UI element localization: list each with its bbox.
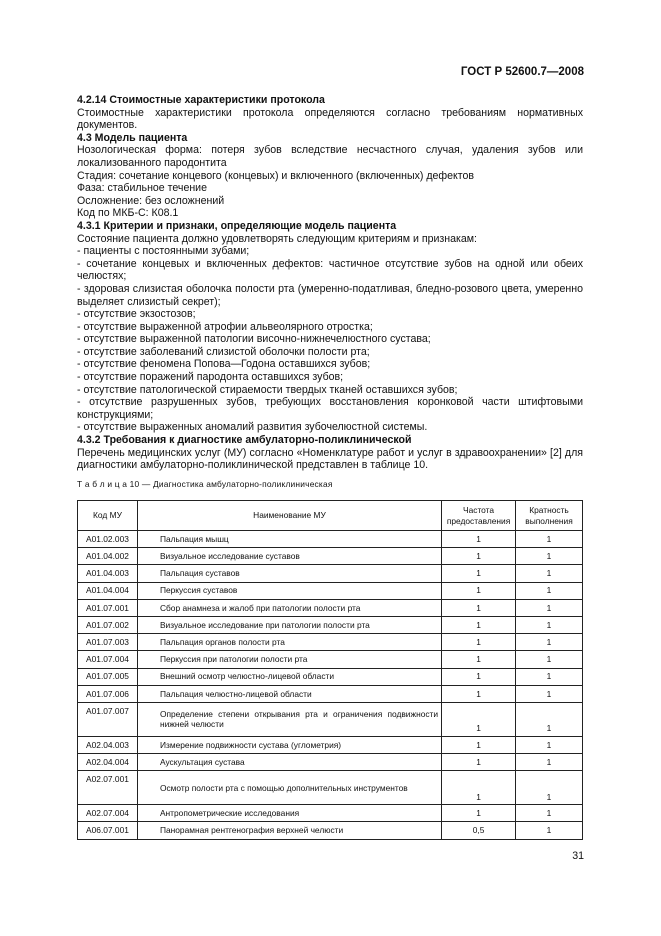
services-table — [77, 500, 583, 840]
cell-frequency: 1 — [442, 771, 516, 805]
table-row — [78, 565, 583, 582]
cell-code: А01.07.003 — [78, 634, 138, 651]
paragraph-icd-code: Код по МКБ-С: К08.1 — [77, 207, 179, 220]
cell-name: Аускультация сустава — [137, 754, 441, 771]
criteria-item: - отсутствие феномена Попова—Годона оставшихся зубов; — [77, 358, 371, 371]
table-row — [78, 651, 583, 668]
table-row — [78, 531, 583, 548]
cell-name: Осмотр полости рта с помощью дополнительных инструментов — [137, 771, 441, 805]
cell-frequency: 0,5 — [442, 822, 516, 839]
cell-frequency: 1 — [442, 582, 516, 599]
table-caption: Т а б л и ц а 10 — Диагностика амбулаторно-поликлиническая — [77, 479, 333, 489]
cell-multiplicity: 1 — [516, 616, 583, 633]
cell-frequency: 1 — [442, 531, 516, 548]
cell-multiplicity: 1 — [516, 565, 583, 582]
cell-multiplicity: 1 — [516, 548, 583, 565]
cell-name: Пальпация органов полости рта — [137, 634, 441, 651]
criteria-item: - отсутствие заболеваний слизистой оболочки полости рта; — [77, 345, 370, 358]
cell-multiplicity: 1 — [516, 651, 583, 668]
criteria-list — [77, 245, 583, 434]
page-number: 31 — [572, 850, 584, 862]
cell-code: А02.07.004 — [78, 805, 138, 822]
header-frequency: Частота предоставления — [442, 501, 516, 531]
table-header-row — [78, 501, 583, 531]
paragraph-nosology: Нозологическая форма: потеря зубов вследствие несчастного случая, удаления зубов или локализованного пародонтита — [77, 144, 583, 169]
cell-multiplicity: 1 — [516, 822, 583, 839]
cell-name: Панорамная рентгенография верхней челюсти — [137, 822, 441, 839]
cell-name: Сбор анамнеза и жалоб при патологии полости рта — [137, 599, 441, 616]
header-multiplicity: Кратность выполнения — [516, 501, 583, 531]
paragraph-cost: Стоимостные характеристики протокола определяются согласно требованиям нормативных документов. — [77, 106, 583, 132]
cell-name: Пальпация мышц — [137, 531, 441, 548]
cell-frequency: 1 — [442, 548, 516, 565]
table-row — [78, 668, 583, 685]
cell-code: А01.02.003 — [78, 531, 138, 548]
cell-multiplicity: 1 — [516, 582, 583, 599]
cell-multiplicity: 1 — [516, 531, 583, 548]
cell-code: А02.04.004 — [78, 754, 138, 771]
cell-name: Перкуссия суставов — [137, 582, 441, 599]
cell-frequency: 1 — [442, 651, 516, 668]
cell-name: Измерение подвижности сустава (углометрия) — [137, 736, 441, 753]
header-code: Код МУ — [78, 501, 138, 531]
standard-header: ГОСТ Р 52600.7—2008 — [460, 66, 584, 78]
cell-multiplicity: 1 — [516, 634, 583, 651]
cell-code: А06.07.001 — [78, 822, 138, 839]
cell-code: А02.07.001 — [78, 771, 138, 805]
cell-frequency: 1 — [442, 599, 516, 616]
heading-4-3: 4.3 Модель пациента — [77, 131, 188, 144]
heading-4-2-14: 4.2.14 Стоимостные характеристики протокола — [77, 94, 325, 106]
table-row — [78, 736, 583, 753]
cell-multiplicity: 1 — [516, 754, 583, 771]
cell-name: Пальпация суставов — [137, 565, 441, 582]
criteria-item: - отсутствие разрушенных зубов, требующих восстановления коронковой части штифтовыми конструкциями; — [77, 396, 583, 421]
cell-code: А01.07.001 — [78, 599, 138, 616]
cell-name: Перкуссия при патологии полости рта — [137, 651, 441, 668]
table-row — [78, 754, 583, 771]
criteria-item: - отсутствие выраженной атрофии альвеолярного отростка; — [77, 320, 373, 333]
cell-code: А01.07.007 — [78, 702, 138, 736]
table-row — [78, 634, 583, 651]
table-row — [78, 822, 583, 839]
cell-multiplicity: 1 — [516, 668, 583, 685]
table-row — [78, 805, 583, 822]
cell-multiplicity: 1 — [516, 805, 583, 822]
table-row — [78, 685, 583, 702]
cell-code: А02.04.003 — [78, 736, 138, 753]
cell-frequency: 1 — [442, 805, 516, 822]
cell-name: Антропометрические исследования — [137, 805, 441, 822]
cell-frequency: 1 — [442, 754, 516, 771]
cell-frequency: 1 — [442, 634, 516, 651]
criteria-item: - здоровая слизистая оболочка полости рта (умеренно-податливая, бледно-розового цвета, умеренно выделяет слизистый секрет); — [77, 282, 583, 308]
criteria-item: - отсутствие выраженной патологии височно-нижнечелюстного сустава; — [77, 333, 431, 346]
criteria-item: - отсутствие патологической стираемости твердых тканей оставшихся зубов; — [77, 383, 458, 396]
header-name: Наименование МУ — [137, 501, 441, 531]
table-row — [78, 548, 583, 565]
document-body — [77, 94, 583, 472]
cell-frequency: 1 — [442, 668, 516, 685]
cell-multiplicity: 1 — [516, 702, 583, 736]
cell-code: А01.04.002 — [78, 548, 138, 565]
cell-multiplicity: 1 — [516, 736, 583, 753]
paragraph-phase: Фаза: стабильное течение — [77, 182, 207, 195]
criteria-item: - отсутствие экзостозов; — [77, 308, 196, 321]
cell-name: Внешний осмотр челюстно-лицевой области — [137, 668, 441, 685]
paragraph-complication: Осложнение: без осложнений — [77, 194, 225, 207]
cell-name: Пальпация челюстно-лицевой области — [137, 685, 441, 702]
cell-code: А01.07.006 — [78, 685, 138, 702]
paragraph-state: Состояние пациента должно удовлетворять следующим критериям и признакам: — [77, 232, 477, 245]
table-row — [78, 771, 583, 805]
criteria-item: - пациенты с постоянными зубами; — [77, 245, 250, 258]
cell-code: А01.04.004 — [78, 582, 138, 599]
cell-frequency: 1 — [442, 616, 516, 633]
cell-code: А01.07.004 — [78, 651, 138, 668]
cell-code: А01.07.005 — [78, 668, 138, 685]
cell-code: А01.04.003 — [78, 565, 138, 582]
paragraph-services-list: Перечень медицинских услуг (МУ) согласно «Номенклатуре работ и услуг в здравоохранении» [2] для диагностики амбулаторно-поликлинической представлен в таблице 10. — [77, 446, 583, 472]
cell-multiplicity: 1 — [516, 685, 583, 702]
table-row — [78, 599, 583, 616]
cell-frequency: 1 — [442, 702, 516, 736]
criteria-item: - сочетание концевых и включенных дефектов: частичное отсутствие зубов на одной или обеих челюстях; — [77, 257, 583, 283]
cell-name: Визуальное исследование суставов — [137, 548, 441, 565]
table-row — [78, 616, 583, 633]
table-row — [78, 582, 583, 599]
cell-name: Визуальное исследование при патологии полости рта — [137, 616, 441, 633]
criteria-item: - отсутствие поражений пародонта оставшихся зубов; — [77, 371, 344, 384]
table-row — [78, 702, 583, 736]
heading-4-3-2: 4.3.2 Требования к диагностике амбулаторно-поликлинической — [77, 434, 412, 447]
cell-multiplicity: 1 — [516, 771, 583, 805]
cell-frequency: 1 — [442, 565, 516, 582]
paragraph-stage: Стадия: сочетание концевого (концевых) и включенного (включенных) дефектов — [77, 169, 475, 182]
heading-4-3-1: 4.3.1 Критерии и признаки, определяющие модель пациента — [77, 219, 397, 232]
cell-multiplicity: 1 — [516, 599, 583, 616]
cell-frequency: 1 — [442, 736, 516, 753]
cell-code: А01.07.002 — [78, 616, 138, 633]
criteria-item: - отсутствие выраженных аномалий развития зубочелюстной системы. — [77, 421, 428, 434]
cell-name: Определение степени открывания рта и ограничения подвижности нижней челюсти — [137, 702, 441, 736]
cell-frequency: 1 — [442, 685, 516, 702]
